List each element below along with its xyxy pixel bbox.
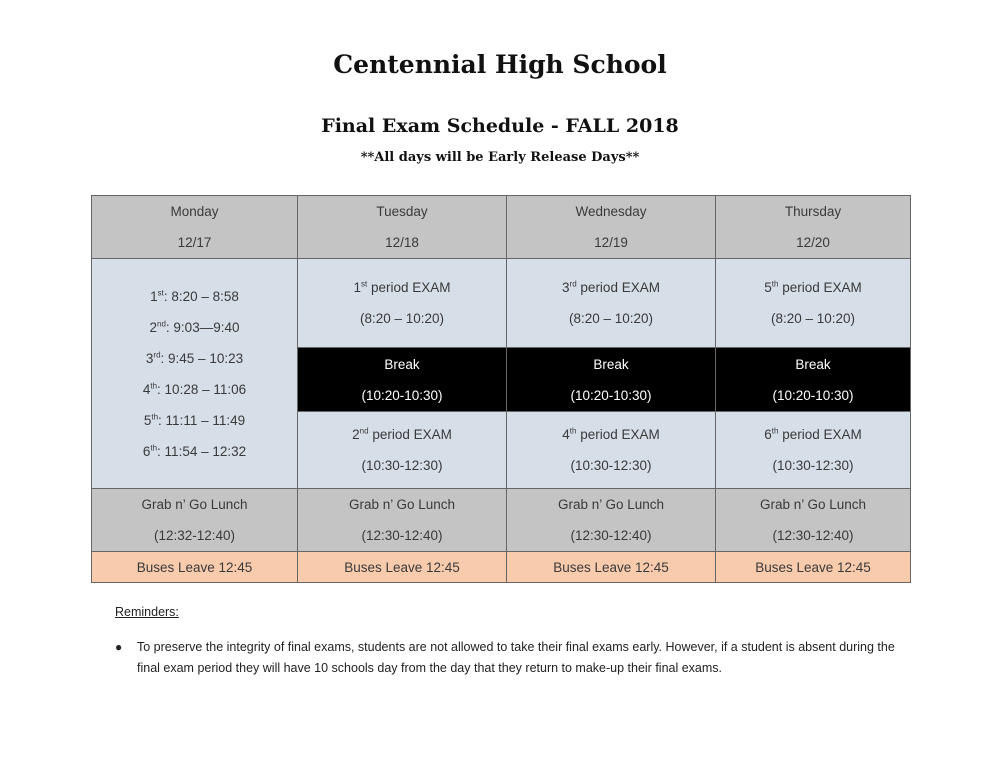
lunch-label: Grab n’ Go Lunch xyxy=(348,497,456,512)
lunch-label: Grab n’ Go Lunch xyxy=(759,497,867,512)
reminders-list xyxy=(115,637,915,679)
tuesday-first-exam xyxy=(298,259,507,348)
break-label: Break xyxy=(593,356,629,372)
break-label: Break xyxy=(795,356,831,372)
break-time: (10:20-10:30) xyxy=(361,387,443,403)
lunch-time: (12:30-12:40) xyxy=(772,528,854,543)
exam-label: 6th period EXAM xyxy=(764,426,862,442)
monday-period-3: 3rd: 9:45 – 10:23 xyxy=(145,350,244,366)
break-time: (10:20-10:30) xyxy=(772,387,854,403)
day-name: Tuesday xyxy=(376,204,428,219)
tuesday-buses: Buses Leave 12:45 xyxy=(298,552,507,583)
tuesday-break xyxy=(298,348,507,412)
school-title: Centennial High School xyxy=(333,50,667,79)
buses-row xyxy=(92,552,911,583)
exam-label: 1st period EXAM xyxy=(353,279,451,295)
schedule-title: Final Exam Schedule - FALL 2018 xyxy=(321,115,679,137)
bullet-icon: ● xyxy=(115,640,123,654)
monday-lunch xyxy=(92,489,298,552)
thursday-second-exam xyxy=(716,412,911,489)
thursday-lunch xyxy=(716,489,911,552)
monday-period-1: 1st: 8:20 – 8:58 xyxy=(150,288,239,304)
tuesday-lunch xyxy=(298,489,507,552)
exam-label: 5th period EXAM xyxy=(764,279,862,295)
exam-time: (10:30-12:30) xyxy=(772,458,854,473)
reminder-text: To preserve the integrity of final exams, students are not allowed to take their final exams early. However, if a student is absent during the final exam period they will have 10 schools day from the day that they return to make-up their final exams. xyxy=(137,640,895,675)
lunch-time: (12:30-12:40) xyxy=(570,528,652,543)
exam-time: (10:30-12:30) xyxy=(361,458,443,473)
thursday-buses: Buses Leave 12:45 xyxy=(716,552,911,583)
wednesday-first-exam xyxy=(507,259,716,348)
exam-label: 3rd period EXAM xyxy=(562,279,660,295)
wednesday-buses: Buses Leave 12:45 xyxy=(507,552,716,583)
day-name: Wednesday xyxy=(575,204,647,219)
monday-periods-cell xyxy=(92,259,298,489)
exam-label: 4th period EXAM xyxy=(562,426,660,442)
break-time: (10:20-10:30) xyxy=(570,387,652,403)
wednesday-lunch xyxy=(507,489,716,552)
wednesday-break xyxy=(507,348,716,412)
exam-time: (10:30-12:30) xyxy=(570,458,652,473)
tuesday-second-exam xyxy=(298,412,507,489)
day-date: 12/17 xyxy=(177,235,212,250)
exam-time: (8:20 – 10:20) xyxy=(359,311,445,326)
table-header-row xyxy=(92,196,911,259)
monday-buses: Buses Leave 12:45 xyxy=(92,552,298,583)
thursday-break xyxy=(716,348,911,412)
break-label: Break xyxy=(384,356,420,372)
monday-period-2: 2nd: 9:03—9:40 xyxy=(149,319,240,335)
reminder-item xyxy=(115,637,915,679)
day-date: 12/19 xyxy=(594,235,628,250)
lunch-label: Grab n’ Go Lunch xyxy=(557,497,665,512)
day-name: Monday xyxy=(170,204,219,219)
first-exam-row xyxy=(92,259,911,348)
exam-time: (8:20 – 10:20) xyxy=(568,311,654,326)
reminders-heading: Reminders: xyxy=(115,605,179,619)
exam-time: (8:20 – 10:20) xyxy=(770,311,856,326)
lunch-label: Grab n’ Go Lunch xyxy=(141,497,248,512)
thursday-first-exam xyxy=(716,259,911,348)
wednesday-second-exam xyxy=(507,412,716,489)
day-date: 12/18 xyxy=(385,235,419,250)
monday-period-5: 5th: 11:11 – 11:49 xyxy=(143,412,246,428)
exam-schedule-table xyxy=(91,195,911,583)
monday-period-4: 4th: 10:28 – 11:06 xyxy=(142,381,247,397)
header-thursday xyxy=(716,196,911,259)
lunch-time: (12:32-12:40) xyxy=(153,528,236,543)
lunch-time: (12:30-12:40) xyxy=(361,528,443,543)
header-wednesday xyxy=(507,196,716,259)
day-date: 12/20 xyxy=(796,235,830,250)
lunch-row xyxy=(92,489,911,552)
day-name: Thursday xyxy=(784,204,842,219)
header-tuesday xyxy=(298,196,507,259)
early-release-note: **All days will be Early Release Days** xyxy=(360,150,640,165)
header-monday xyxy=(92,196,298,259)
exam-label: 2nd period EXAM xyxy=(352,426,452,442)
monday-period-6: 6th: 11:54 – 12:32 xyxy=(142,443,247,459)
